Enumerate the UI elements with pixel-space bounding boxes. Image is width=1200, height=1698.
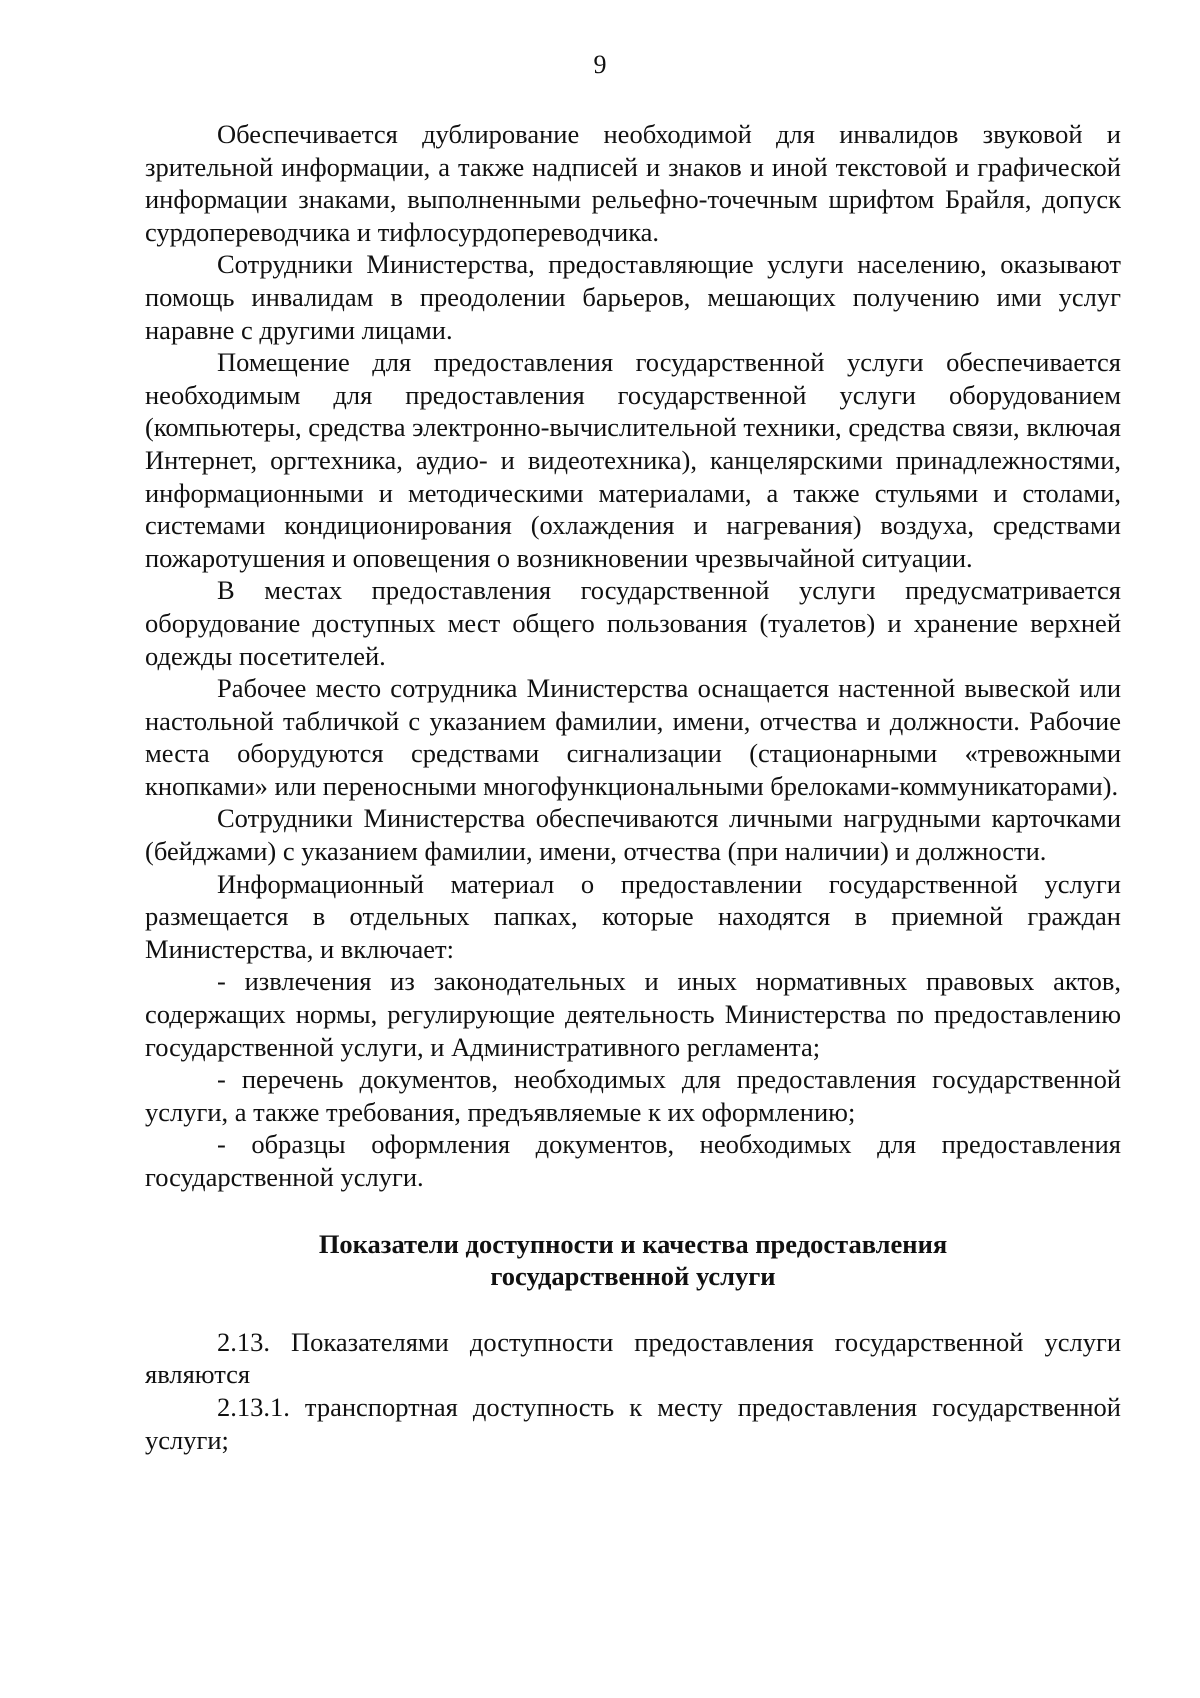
paragraph-public-facilities: В местах предоставления государственной услуги предусматривается оборудование доступных мест общего пользования (туалетов) и хранение верхней одежды посетителей. <box>145 575 1121 671</box>
list-item-document-samples: - образцы оформления документов, необходимых для предоставления государственной услуги. <box>145 1129 1121 1192</box>
paragraph-duplication: Обеспечивается дублирование необходимой для инвалидов звуковой и зрительной информации, а также надписей и знаков и иной текстовой и графической информации знаками, выполненными рельефно-точечным шрифтом Брайля, допуск сурдопереводчика и тифлосурдопереводчика. <box>145 119 1121 247</box>
paragraph-2-13-1: 2.13.1. транспортная доступность к месту предоставления государственной услуги; <box>145 1391 1121 1455</box>
list-item-documents-list: - перечень документов, необходимых для предоставления государственной услуги, а также требования, предъявляемые к их оформлению; <box>145 1064 1121 1127</box>
section-heading-line-1: Показатели доступности и качества предоставления <box>318 1228 948 1259</box>
page-number: 9 <box>593 50 607 79</box>
paragraph-premises-equipment: Помещение для предоставления государственной услуги обеспечивается необходимым для предоставления государственной услуги оборудованием (компьютеры, средства электронно-вычислительной техники, средства связи, включая Интернет, оргтехника, аудио- и видеотехника), канцелярскими принадлежностями, информационными и методическими материалами, а также стульями и столами, системами кондиционирования (охлаждения и нагревания) воздуха, средствами пожаротушения и оповещения о возникновении чрезвычайной ситуации. <box>145 347 1121 573</box>
section-heading <box>145 1228 1121 1293</box>
paragraph-staff-assistance: Сотрудники Министерства, предоставляющие услуги населению, оказывают помощь инвалидам в преодолении барьеров, мешающих получению ими услуг наравне с другими лицами. <box>145 249 1121 345</box>
paragraph-badges: Сотрудники Министерства обеспечиваются личными нагрудными карточками (бейджами) с указанием фамилии, имени, отчества (при наличии) и должности. <box>145 803 1121 867</box>
paragraph-2-13: 2.13. Показателями доступности предоставления государственной услуги являются <box>145 1326 1121 1390</box>
paragraph-info-material: Информационный материал о предоставлении государственной услуги размещается в отдельных папках, которые находятся в приемной граждан Министерства, и включает: <box>145 868 1121 964</box>
list-item-legal-acts: - извлечения из законодательных и иных нормативных правовых актов, содержащих нормы, регулирующие деятельность Министерства по предоставлению государственной услуги, и Административного регламента; <box>145 966 1121 1062</box>
document-body <box>145 118 1121 1456</box>
section-heading-line-2: государственной услуги <box>490 1261 776 1292</box>
paragraph-workplace: Рабочее место сотрудника Министерства оснащается настенной вывеской или настольной табличкой с указанием фамилии, имени, отчества и должности. Рабочие места оборудуются средствами сигнализации (стационарными «тревожными кнопками» или переносными многофункциональными брелоками-коммуникаторами). <box>145 673 1121 801</box>
